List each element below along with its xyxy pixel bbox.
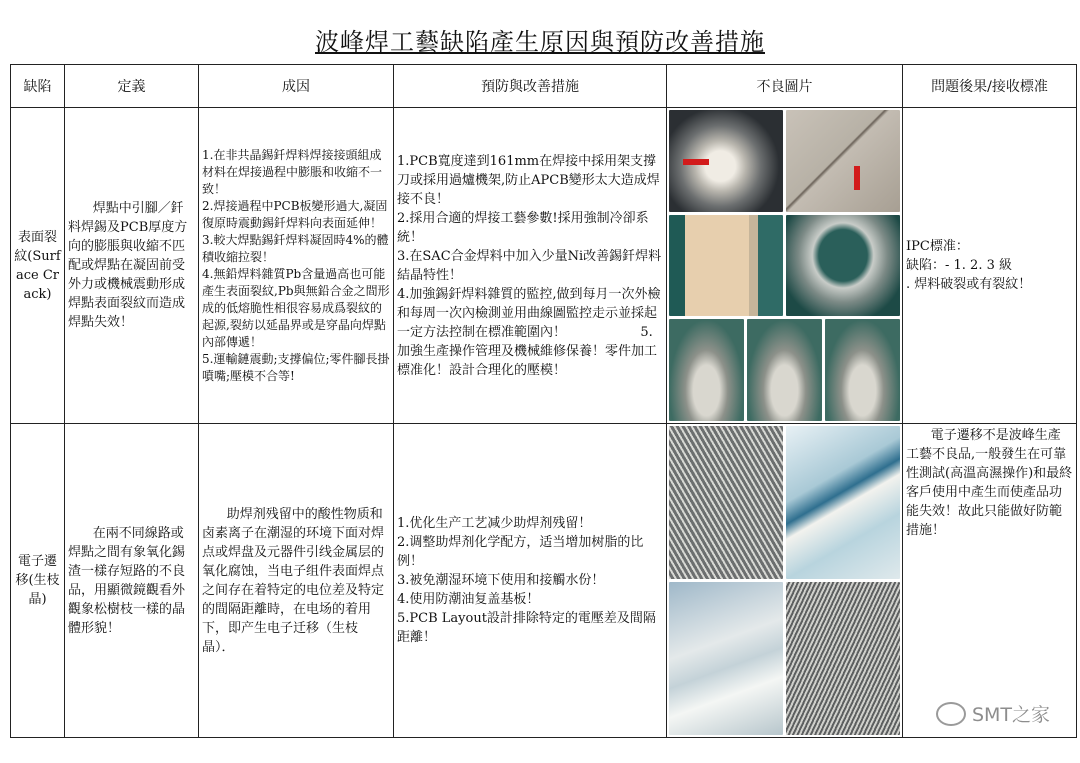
consequence-cell: [903, 108, 1077, 424]
arrow-icon: [854, 166, 860, 190]
header-pictures: 不良圖片: [667, 65, 903, 108]
pictures-cell: [667, 108, 903, 424]
consequence-text: IPC標准： 缺陷：- 1. 2. 3 級 . 焊料破裂或有裂紋！: [906, 239, 1032, 292]
table-row: [11, 108, 1077, 424]
prevention-text: 1.优化生产工艺减少助焊剂残留！ 2.调整助焊剂化学配方，适当增加树脂的比例！ 3.被免潮湿环境下使用和接觸水份！ 4.使用防潮油复盖基板！ 5.PCB Layout設計排除特定的電壓差及間隔距離！: [397, 516, 656, 645]
prevention-cell: [394, 424, 667, 738]
prevention-text: 1.PCB寬度達到161mm在焊接中採用架支撐刀或採用過爐機架,防止APCB變形太大造成焊接不良！ 2.採用合適的焊接工藝參數!採用強制冷卻系統！ 3.在SAC合金焊料中加入少量Ni改善錫釺焊料結晶特性！ 4.加強錫釬焊料雜質的監控,做到每月一次外檢和每周一次內檢測並用曲線圖監控走示並採起一定方法控制在標准範圍內！ 5.加強生產操作管理及機械維修保養！零件加工標准化！設計合理化的壓模！: [397, 153, 662, 378]
header-consequence: 問題後果/接收標准: [903, 65, 1077, 108]
cause-cell: [199, 424, 394, 738]
table-row: [11, 424, 1077, 738]
solder-joint-photo: [669, 110, 783, 212]
definition-text: 在兩不同線路或焊點之間有象氧化錫渣一樣存短路的不良品，用顯微鏡觀看外觀象松樹枝一樣的晶體形貌！: [68, 525, 186, 636]
defect-name: 電子遷移(生枝晶): [15, 554, 60, 607]
definition-text: 焊點中引腳／釺料焊錫及PCB厚度方向的膨脹與收縮不匹配或焊點在凝固前受外力或機械震動形成焊點表面裂紋而造成焊點失效！: [68, 201, 188, 330]
dendrite-photo: [669, 582, 783, 735]
fillet-crack-photo: [786, 215, 900, 317]
table-header-row: [11, 65, 1077, 108]
pictures-cell: [667, 424, 903, 738]
watermark-text: SMT之家: [971, 704, 1050, 726]
header-cause: 成因: [199, 65, 394, 108]
arrow-icon: [683, 159, 709, 165]
defect-name: 表面裂紋(Surface Crack): [14, 229, 61, 302]
dendrite-photo: [669, 426, 783, 579]
header-definition: 定義: [65, 65, 199, 108]
defect-photo-grid: [667, 108, 902, 423]
header-prevention: 預防與改善措施: [394, 65, 667, 108]
definition-cell: [65, 108, 199, 424]
joint-row-photo: [747, 319, 822, 421]
pad-crack-photo: [669, 215, 783, 317]
joint-row-photo: [825, 319, 900, 421]
prevention-cell: [394, 108, 667, 424]
dendrite-photo-grid: [667, 424, 902, 737]
crack-cross-section-photo: [786, 110, 900, 212]
header-defect: 缺陷: [11, 65, 65, 108]
cause-text: 1.在非共晶錫釺焊料焊接接頭組成材料在焊接過程中膨脹和收縮不一致！ 2.焊接過程中PCB板變形過大,凝固復原時震動錫釺焊料向表面延伸！ 3.較大焊點錫釺焊料凝固時4%的體積收縮拉裂！ 4.無鉛焊料雜質Pb含量過高也可能產生表面裂紋,Pb與無鉛合金之間形成的低熔脆性相很容易成爲裂紋的起源,裂紡以延晶界或是穿晶向焊點內部傳遞！ 5.運輸鏈震動;支撐偏位;零件腳長掛噴嘴;壓模不合等!: [202, 147, 390, 383]
photo-strip: [669, 319, 900, 421]
watermark: [936, 700, 1050, 727]
joint-row-photo: [669, 319, 744, 421]
cause-text: 助焊剂残留中的酸性物质和卤素离子在潮湿的环境下面对焊点或焊盘及元器件引线金属层的氧化腐蚀，当电子组件表面焊点之间存在着特定的电位差及特定的間隔距離時，在电场的着用下，即产生电子迁移（生枝晶）．: [202, 506, 385, 655]
wechat-icon: [936, 702, 966, 726]
page-title: 波峰焊工藝缺陷產生原因與預防改善措施: [315, 28, 765, 56]
definition-cell: [65, 424, 199, 738]
defect-cell: [11, 424, 65, 738]
cause-cell: [199, 108, 394, 424]
consequence-cell: [903, 424, 1077, 738]
dendrite-photo: [786, 582, 900, 735]
defect-table: [10, 64, 1077, 738]
defect-cell: [11, 108, 65, 424]
dendrite-photo: [786, 426, 900, 579]
consequence-text: 電子遷移不是波峰生產工藝不良品,一般發生在可靠性測試(高溫高濕操作)和最終客戶使用中產生而使產品功能失效！故此只能做好防範措施！: [906, 428, 1073, 538]
